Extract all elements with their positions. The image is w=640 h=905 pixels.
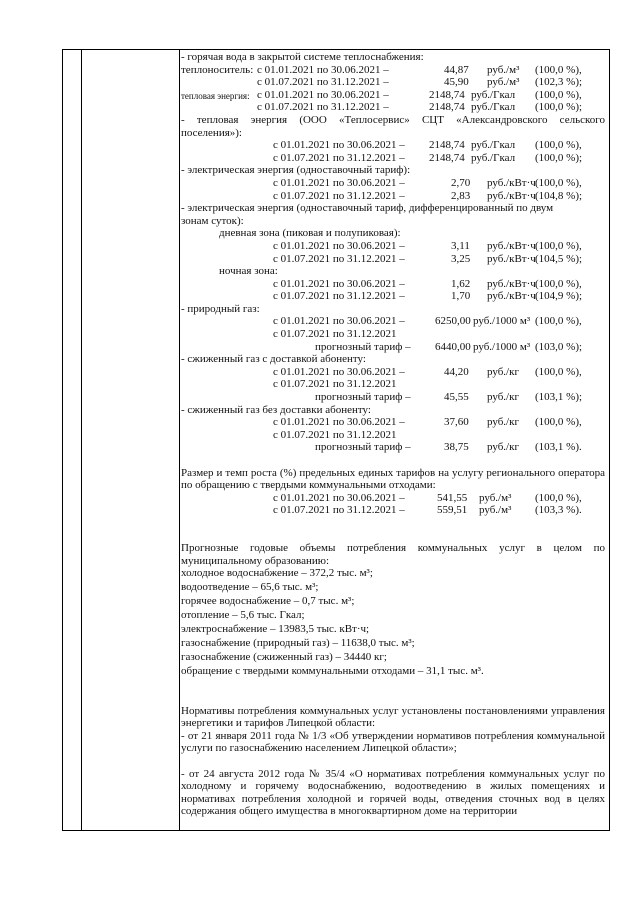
volume-line: газоснабжение (сжиженный газ) – 34440 кг; [181, 651, 387, 664]
lpg-no-delivery-heading: - сжиженный газ без доставки абоненту: [181, 403, 371, 416]
tariff-row: с 01.01.2021 по 30.06.2021 – 541,55 руб./м³ (100,0 %), [273, 491, 582, 504]
electricity-zones-heading: - электрическая энергия (одноставочный тариф, дифференцированный по двум [181, 202, 554, 215]
day-zone-label: дневная зона (пиковая и полупиковая): [219, 227, 401, 240]
column-divider-2 [179, 50, 180, 830]
tariff-row: с 01.07.2021 по 31.12.2021 – 559,51 руб./м³ (103,3 %). [273, 504, 582, 517]
tariff-row: с 01.01.2021 по 30.06.2021 – 2148,74 руб./Гкал (100,0 %), [273, 139, 582, 152]
tariff-row: с 01.07.2021 по 31.12.2021 – 1,70 руб./кВт·ч (104,9 %); [273, 290, 583, 303]
period-line: с 01.07.2021 по 31.12.2021 [273, 328, 397, 341]
volumes-paragraph: Прогнозные годовые объемы потребления коммунальных услуг в целом по муниципальному образованию: [181, 542, 605, 567]
hot-water-heading: - горячая вода в закрытой системе теплоснабжения: [181, 51, 424, 63]
tariff-row: с 01.07.2021 по 31.12.2021 – 2148,74 руб./Гкал (100,0 %); [257, 101, 583, 114]
tariff-row: с 01.01.2021 по 30.06.2021 – 2,70 руб./кВт·ч (100,0 %), [273, 176, 582, 189]
tariff-row: с 01.01.2021 по 30.06.2021 – 3,11 руб./кВт·ч (100,0 %), [273, 239, 582, 252]
volume-line: газоснабжение (природный газ) – 11638,0 тыс. м³; [181, 637, 415, 650]
tariff-row: с 01.07.2021 по 31.12.2021 – 2,83 руб./кВт·ч (104,8 %); [273, 189, 583, 202]
volume-line: отопление – 5,6 тыс. Гкал; [181, 609, 305, 622]
tariff-row: с 01.01.2021 по 30.06.2021 – 44,20 руб./кг (100,0 %), [273, 365, 582, 378]
volume-line: обращение с твердыми коммунальными отходами – 31,1 тыс. м³. [181, 665, 484, 678]
tariff-row: с 01.01.2021 по 30.06.2021 – 6250,00 руб./1000 м³ (100,0 %), [273, 315, 582, 328]
volume-line: электроснабжение – 13983,5 тыс. кВт·ч; [181, 623, 370, 636]
tariff-row: с 01.01.2021 по 30.06.2021 – 1,62 руб./кВт·ч (100,0 %), [273, 277, 582, 290]
norms-paragraph: Нормативы потребления коммунальных услуг установлены постановлениями управления энергетики и тарифов Липецкой области: [181, 704, 605, 730]
natural-gas-heading: - природный газ: [181, 302, 260, 315]
tariff-row: теплоноситель: с 01.01.2021 по 30.06.2021 – 44,87 руб./м³ (100,0 %), [181, 63, 582, 76]
tariff-row: с 01.07.2021 по 31.12.2021 – 45,90 руб./м³ (102,3 %); [257, 76, 583, 89]
electricity-single-heading: - электрическая энергия (одноставочный тариф): [181, 164, 411, 177]
period-line: с 01.07.2021 по 31.12.2021 [273, 428, 397, 441]
tariff-row: прогнозный тариф – 45,55 руб./кг (103,1 %); [315, 391, 583, 404]
electricity-zones-heading-cont: зонам суток): [181, 214, 244, 227]
volume-line: водоотведение – 65,6 тыс. м³; [181, 581, 319, 594]
tariff-row: тепловая энергия: с 01.01.2021 по 30.06.2021 – 2148,74 руб./Гкал (100,0 %), [181, 88, 582, 101]
volume-line: горячее водоснабжение – 0,7 тыс. м³; [181, 595, 355, 608]
night-zone-label: ночная зона: [219, 265, 278, 278]
tariff-row: с 01.07.2021 по 31.12.2021 – 2148,74 руб./Гкал (100,0 %); [273, 151, 583, 164]
tariff-row: с 01.07.2021 по 31.12.2021 – 3,25 руб./кВт·ч (104,5 %); [273, 252, 583, 265]
waste-tariff-paragraph: Размер и темп роста (%) предельных единых тарифов на услугу регионального оператора по обращению с твердыми коммунальными отходами: [181, 466, 605, 492]
tariff-row: прогнозный тариф – 6440,00 руб./1000 м³ (103,0 %); [315, 340, 583, 353]
lpg-delivery-heading: - сжиженный газ с доставкой абоненту: [181, 353, 366, 366]
volume-line: холодное водоснабжение – 372,2 тыс. м³; [181, 567, 373, 580]
table-cell-content [181, 51, 605, 831]
period-line: с 01.07.2021 по 31.12.2021 [273, 378, 397, 391]
tariff-row: прогнозный тариф – 38,75 руб./кг (103,1 %). [315, 441, 582, 454]
norms-item: - от 21 января 2011 года № 1/3 «Об утверждении нормативов потребления коммунальной услуги по газоснабжению населением Липецкой области»; [181, 729, 605, 755]
norms-item: - от 24 августа 2012 года № 35/4 «О нормативах потребления коммунальных услуг по холодному и горячему водоснабжению, водоотведению в жилых помещениях и нормативах потребления холодной и горячей воды, отведения сточных вод в целях содержания общего имущества в многоквартирном доме на территории [181, 767, 605, 818]
tariff-row: с 01.01.2021 по 30.06.2021 – 37,60 руб./кг (100,0 %), [273, 416, 582, 429]
heat-energy-heading: - тепловая энергия (ООО «Теплосервис» СЦТ «Александровского сельского [181, 113, 605, 126]
heat-energy-heading-cont: поселения»): [181, 126, 242, 139]
column-divider-1 [81, 50, 82, 830]
